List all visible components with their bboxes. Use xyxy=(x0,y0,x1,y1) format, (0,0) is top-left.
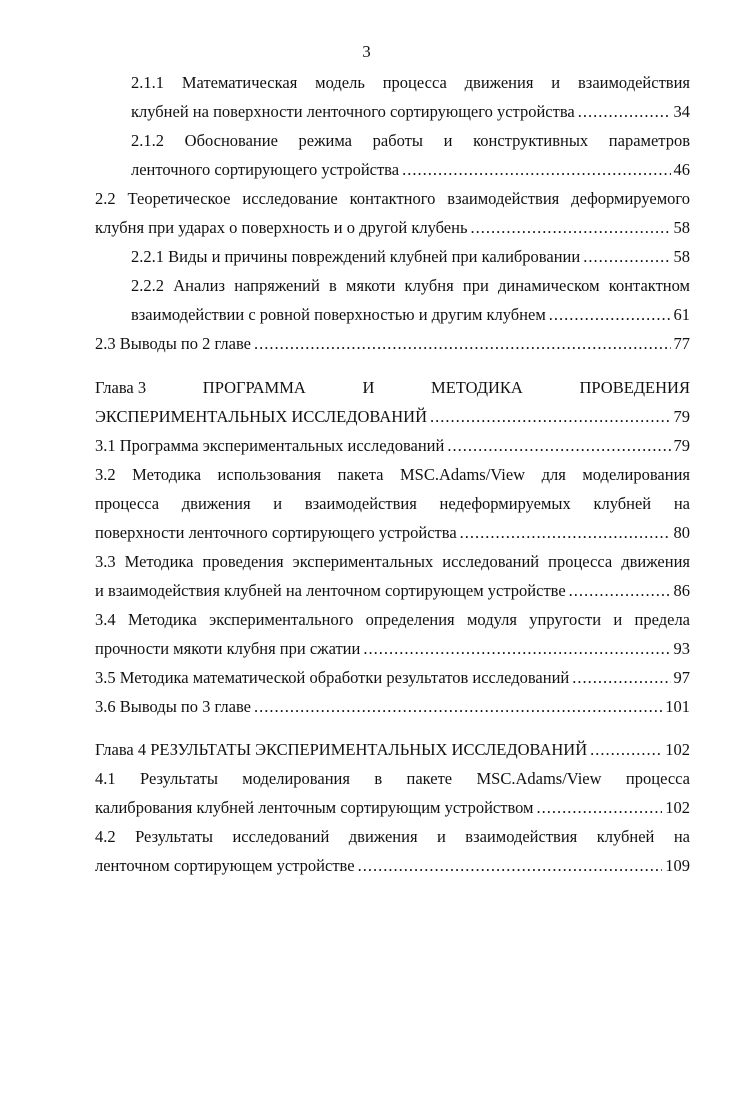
dot-leader xyxy=(363,639,670,659)
toc-entry-text: 3.5 Методика математической обработки результатов исследований xyxy=(95,668,570,687)
chapter-word: Глава 3 xyxy=(95,378,147,397)
toc-entry-2-1-2-line2 xyxy=(131,160,690,180)
toc-entry-2-2-1 xyxy=(131,247,690,267)
page-number: 3 xyxy=(362,42,371,61)
toc-entry-text: Глава 4 РЕЗУЛЬТАТЫ ЭКСПЕРИМЕНТАЛЬНЫХ ИССЛЕДОВАНИЙ xyxy=(95,740,588,759)
toc-entry-text: 2.3 Выводы по 2 главе xyxy=(95,334,251,353)
toc-entry-2-1-1-line2 xyxy=(131,102,690,122)
toc-entry-4-2-line2 xyxy=(95,856,690,876)
toc-entry-text: ленточного сортирующего устройства xyxy=(131,160,400,179)
toc-entry-3-3-line2 xyxy=(95,581,690,601)
toc-entry-text: 3.6 Выводы по 3 главе xyxy=(95,697,251,716)
toc-page-ref: 58 xyxy=(673,247,690,266)
dot-leader xyxy=(430,407,670,427)
toc-page-ref: 93 xyxy=(673,639,690,658)
toc-page-ref: 97 xyxy=(673,668,690,687)
dot-leader xyxy=(572,668,670,688)
dot-leader xyxy=(471,218,671,238)
toc-entry-text: ленточном сортирующем устройстве xyxy=(95,856,355,875)
dot-leader xyxy=(583,247,670,267)
toc-entry-2-1-2-line1: 2.1.2 Обоснование режима работы и конструктивных параметров xyxy=(131,131,690,150)
toc-page-ref: 61 xyxy=(673,305,690,324)
toc-entry-3-2-line1: 3.2 Методика использования пакета MSC.Adams/View для моделирования xyxy=(95,465,690,484)
toc-entry-text: ЭКСПЕРИМЕНТАЛЬНЫХ ИССЛЕДОВАНИЙ xyxy=(95,407,428,426)
chapter-word: ПРОГРАММА xyxy=(202,378,306,397)
toc-entry-text: калибрования клубней ленточным сортирующим устройством xyxy=(95,798,534,817)
toc-page-ref: 80 xyxy=(673,523,690,542)
toc-page-ref: 109 xyxy=(665,856,690,875)
toc-page-ref: 86 xyxy=(673,581,690,600)
toc-entry-text: прочности мякоти клубня при сжатии xyxy=(95,639,361,658)
toc-entry-3-2-line2: процесса движения и взаимодействия недеформируемых клубней на xyxy=(95,494,690,513)
toc-entry-3-4-line2 xyxy=(95,639,690,659)
toc-entry-3-3-line1: 3.3 Методика проведения экспериментальных исследований процесса движения xyxy=(95,552,690,571)
toc-entry-text: клубней на поверхности ленточного сортирующего устройства xyxy=(131,102,575,121)
toc-entry-3-1 xyxy=(95,436,690,456)
toc-entry-text: 2.2.1 Виды и причины повреждений клубней при калибровании xyxy=(131,247,581,266)
toc-page-ref: 101 xyxy=(665,697,690,716)
toc-entry-2-2-2-line2 xyxy=(131,305,690,325)
toc-entry-2-3 xyxy=(95,334,690,354)
dot-leader xyxy=(460,523,671,543)
dot-leader xyxy=(254,334,671,354)
toc-entry-text: поверхности ленточного сортирующего устройства xyxy=(95,523,457,542)
dot-leader xyxy=(447,436,670,456)
toc-chapter-4 xyxy=(95,740,690,760)
dot-leader xyxy=(402,160,670,180)
chapter-word: ПРОВЕДЕНИЯ xyxy=(579,378,690,397)
toc-chapter-3-line1 xyxy=(95,378,690,398)
dot-leader xyxy=(549,305,671,325)
toc-entry-3-6 xyxy=(95,697,690,717)
toc-entry-text: 3.1 Программа экспериментальных исследований xyxy=(95,436,445,455)
toc-page-ref: 79 xyxy=(673,436,690,455)
toc-entry-3-5 xyxy=(95,668,690,688)
dot-leader xyxy=(569,581,671,601)
dot-leader xyxy=(254,697,662,717)
chapter-word: МЕТОДИКА xyxy=(431,378,523,397)
toc-entry-3-2-line3 xyxy=(95,523,690,543)
toc-entry-text: и взаимодействия клубней на ленточном сортирующем устройстве xyxy=(95,581,566,600)
toc-page-ref: 34 xyxy=(673,102,690,121)
toc-entry-4-1-line1: 4.1 Результаты моделирования в пакете MSC.Adams/View процесса xyxy=(95,769,690,788)
toc-page-ref: 79 xyxy=(673,407,690,426)
toc-page-ref: 58 xyxy=(673,218,690,237)
chapter-word: И xyxy=(362,378,375,397)
toc-chapter-3-line2 xyxy=(95,407,690,427)
dot-leader xyxy=(590,740,662,760)
dot-leader xyxy=(578,102,671,122)
toc-entry-text: взаимодействии с ровной поверхностью и другим клубнем xyxy=(131,305,546,324)
toc-entry-2-2-line1: 2.2 Теоретическое исследование контактного взаимодействия деформируемого xyxy=(95,189,690,208)
toc-page-ref: 102 xyxy=(665,740,690,759)
toc-entry-text: клубня при ударах о поверхность и о другой клубень xyxy=(95,218,468,237)
toc-entry-2-2-line2 xyxy=(95,218,690,238)
toc-entry-2-1-1-line1: 2.1.1 Математическая модель процесса движения и взаимодействия xyxy=(131,73,690,92)
toc-entry-4-1-line2 xyxy=(95,798,690,818)
toc-entry-2-2-2-line1: 2.2.2 Анализ напряжений в мякоти клубня при динамическом контактном xyxy=(131,276,690,295)
toc-page-ref: 102 xyxy=(665,798,690,817)
toc-entry-4-2-line1: 4.2 Результаты исследований движения и взаимодействия клубней на xyxy=(95,827,690,846)
toc-entry-3-4-line1: 3.4 Методика экспериментального определения модуля упругости и предела xyxy=(95,610,690,629)
toc-page-ref: 77 xyxy=(673,334,690,353)
toc-page-ref: 46 xyxy=(673,160,690,179)
dot-leader xyxy=(537,798,663,818)
dot-leader xyxy=(358,856,663,876)
